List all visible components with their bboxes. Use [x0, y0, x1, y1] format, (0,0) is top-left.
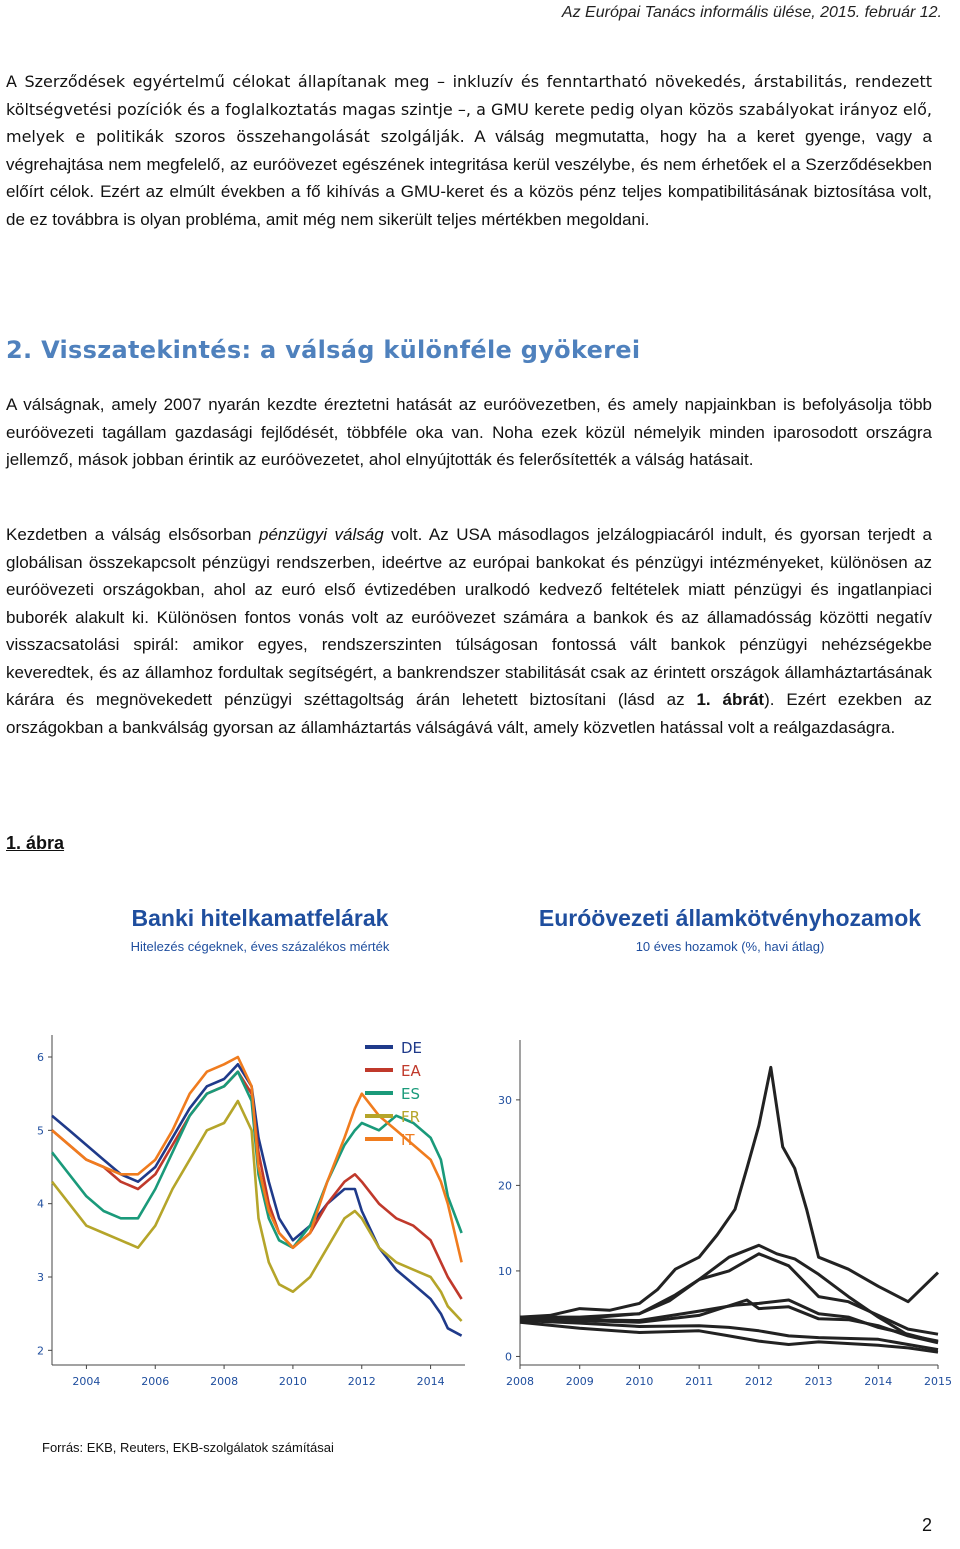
x-tick-label: 2009	[565, 1375, 594, 1388]
figure-source: Forrás: EKB, Reuters, EKB-szolgálatok számításai	[42, 1440, 334, 1455]
y-tick-label: 6	[37, 1051, 44, 1064]
legend-label-fr: FR	[401, 1108, 421, 1126]
y-tick-label: 0	[505, 1350, 512, 1364]
x-tick-label: 2008	[506, 1375, 534, 1388]
right-chart-title: Euróövezeti államkötvényhozamok	[538, 905, 922, 931]
paragraph-1-lead: A Szerződések egyértelmű célokat állapítanak meg – inkluzív és fenntartható növekedés, árstabilitás, rendezett költségvetési pozíciók és a foglalkoztatás magas szintje –, a GMU kerete pedig olyan közös szabályokat irányoz elő, melyek e politikák szoros összehangolását szolgálják.	[6, 72, 932, 146]
y-tick-label: 20	[498, 1179, 512, 1193]
legend-label-ea: EA	[401, 1062, 421, 1080]
lending-spreads-chart	[10, 1020, 480, 1400]
left-chart-title: Banki hitelkamatfelárak	[131, 905, 389, 931]
paragraph-2: A válságnak, amely 2007 nyarán kezdte éreztetni hatását az euróövezetben, és amely napjainkban is befolyásolja több euróövezeti tagállam gazdasági fejlődését, többféle oka van. Noha ezek közül némelyik minden iparosodott országra jellemző, mások jobban érintik az euróövezetet, ahol elnyújtották és felerősítették a válság hatásait.	[6, 395, 932, 469]
page-number: 2	[921, 1515, 932, 1535]
bond-yields-chart	[490, 1020, 960, 1400]
x-tick-label: 2015	[924, 1375, 952, 1388]
paragraph-3-a: Kezdetben a válság elsősorban	[6, 525, 259, 544]
figure-reference: 1. ábrát	[696, 690, 765, 709]
y-tick-label: 3	[37, 1271, 44, 1284]
right-chart-subtitle: 10 éves hozamok (%, havi átlag)	[635, 939, 825, 954]
x-tick-label: 2006	[141, 1375, 170, 1388]
x-tick-label: 2010	[625, 1375, 654, 1388]
y-tick-label: 10	[498, 1264, 512, 1278]
legend-label-de: DE	[401, 1039, 423, 1057]
legend-label-it: IT	[401, 1131, 415, 1149]
x-tick-label: 2010	[278, 1375, 307, 1388]
page-header: Az Európai Tanács informális ülése, 2015. február 12.	[561, 4, 942, 21]
x-tick-label: 2012	[744, 1375, 773, 1388]
y-tick-label: 5	[37, 1124, 44, 1138]
figure-label: 1. ábra	[6, 833, 65, 853]
paragraph-3	[6, 521, 932, 741]
x-tick-label: 2008	[210, 1375, 239, 1388]
x-tick-label: 2012	[347, 1375, 376, 1388]
x-tick-label: 2004	[72, 1375, 101, 1388]
x-tick-label: 2014	[416, 1375, 445, 1388]
paragraph-1-rest: A válság megmutatta, hogy ha a keret gyenge, vagy a végrehajtása nem megfelelő, az euróövezet egészének integritása kerül veszélybe, és nem érhetőek el a Szerződésekben előírt célok. Ezért az elmúlt években a fő kihívás a GMU-keret és a közös pénz teljes kompatibilitásának biztosítása volt, de ez továbbra is olyan probléma, amit még nem sikerült teljes mértékben megoldani.	[6, 127, 932, 229]
y-tick-label: 2	[37, 1344, 44, 1358]
section-heading: 2. Visszatekintés: a válság különféle gyökerei	[6, 336, 641, 364]
paragraph-3-c: ). Ezért ezekben az országokban a bankválság gyorsan az államháztartás válságává vált, amely közvetlen hatással volt a reálgazdaságra.	[6, 690, 932, 737]
x-tick-label: 2011	[685, 1375, 714, 1388]
series-line-1	[520, 1067, 938, 1317]
paragraph-3-italic: pénzügyi válság	[259, 525, 384, 544]
legend-label-es: ES	[401, 1085, 420, 1103]
paragraph-3-b: volt. Az USA másodlagos jelzálogpiacáról indult, és gyorsan terjedt a globálisan összekapcsolt pénzügyi rendszerben, ideértve az európai bankokat és pénzügyi intézményeket, különösen az euróövezeti országokban, ahol az euró első évtizedében uralkodó kedvező feltételek miatt pénzügyi és ingatlanpiaci buborék alakult ki. Különösen fontos vonás volt az euróövezet számára a bankok és az államadósság közötti negatív visszacsatolási spirál: amikor egyes, rendszerszinten túlságosan fontossá vált bankok pénzügyi nehézségekbe keveredtek, és az államhoz fordultak segítségért, a bankrendszer stabilitását csak az érintett országok államháztartásának kárára és megnövekedett pénzügyi széttagoltság árán lehetett biztosítani (lásd az	[6, 525, 932, 709]
y-tick-label: 4	[37, 1197, 44, 1211]
paragraph-1	[6, 68, 932, 233]
x-tick-label: 2014	[864, 1375, 893, 1388]
left-chart-subtitle: Hitelezés cégeknek, éves százalékos mérték	[130, 939, 390, 954]
y-tick-label: 30	[498, 1093, 512, 1107]
x-tick-label: 2013	[804, 1375, 833, 1388]
